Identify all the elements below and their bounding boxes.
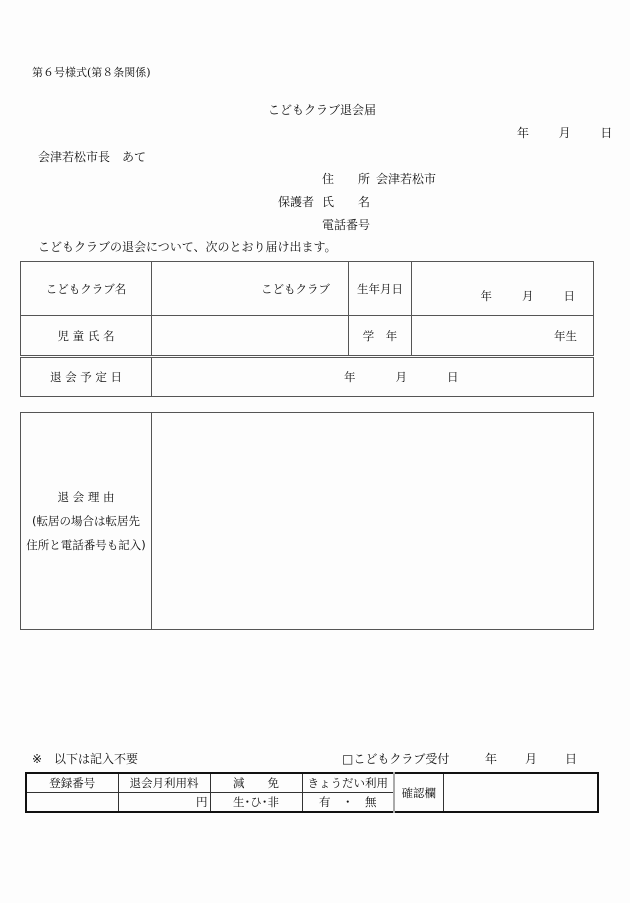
sibling-use-header: きょうだい利用	[302, 773, 394, 793]
child-name-field[interactable]	[152, 316, 349, 356]
intro-text: こどもクラブの退会について、次のとおり届け出ます。	[38, 240, 337, 254]
withdrawal-day: 日	[447, 370, 459, 384]
birthdate-field[interactable]	[412, 262, 594, 316]
withdrawal-date-label: 退 会 予 定 日	[21, 358, 152, 397]
withdrawal-date-field[interactable]	[152, 358, 594, 397]
exemption-field[interactable]: 生･ひ･非	[210, 793, 302, 813]
receipt-day: 日	[565, 752, 578, 766]
birth-month: 月	[522, 288, 534, 303]
birth-year: 年	[480, 288, 492, 303]
withdrawal-date-table	[20, 357, 594, 397]
monthly-fee-header: 退会月利用料	[118, 773, 210, 793]
page-title: こどもクラブ退会届	[268, 103, 377, 117]
form-number: 第６号様式(第８条関係)	[32, 66, 151, 79]
addressee: 会津若松市長 あて	[38, 150, 147, 164]
name-label: 氏 名	[322, 195, 371, 209]
confirmation-field[interactable]	[443, 773, 598, 812]
reason-label-line1: 退 会 理 由	[57, 490, 115, 504]
receipt-year: 年	[485, 752, 498, 766]
withdrawal-year: 年	[344, 370, 356, 384]
address-value[interactable]: 会津若松市	[376, 172, 437, 186]
birthdate-label: 生年月日	[349, 262, 412, 316]
reason-label-line3: 住所と電話番号も記入)	[26, 538, 146, 552]
receipt-date	[485, 750, 577, 767]
date-day: 日	[600, 126, 613, 140]
date-line	[517, 124, 612, 141]
footer-note: ※ 以下は記入不要	[32, 752, 139, 766]
withdrawal-reason-label	[21, 413, 152, 630]
monthly-fee-field[interactable]: 円	[118, 793, 210, 813]
grade-suffix: 年生	[554, 328, 577, 343]
child-info-table	[20, 261, 594, 356]
phone-label: 電話番号	[322, 218, 371, 232]
club-suffix: こどもクラブ	[261, 281, 330, 296]
withdrawal-reason-table	[20, 412, 594, 630]
exemption-header: 減 免	[210, 773, 302, 793]
club-name-label: こどもクラブ名	[21, 262, 152, 316]
registration-number-header: 登録番号	[26, 773, 118, 793]
date-month: 月	[558, 126, 571, 140]
grade-label: 学 年	[349, 316, 412, 356]
office-use-table	[25, 772, 599, 813]
grade-field[interactable]	[412, 316, 594, 356]
address-label: 住 所	[322, 172, 371, 186]
receipt-checkbox[interactable]: □こどもクラブ受付	[342, 752, 450, 766]
confirmation-label: 確認欄	[394, 773, 443, 812]
date-year: 年	[517, 126, 530, 140]
guardian-label: 保護者	[278, 195, 315, 209]
withdrawal-reason-field[interactable]	[152, 413, 594, 630]
child-name-label: 児 童 氏 名	[21, 316, 152, 356]
withdrawal-month: 月	[395, 370, 407, 384]
receipt-month: 月	[525, 752, 538, 766]
birth-day: 日	[563, 288, 575, 303]
reason-label-line2: (転居の場合は転居先	[32, 514, 140, 528]
registration-number-field[interactable]	[26, 793, 118, 813]
sibling-use-field[interactable]: 有 ・ 無	[302, 793, 394, 813]
club-name-field[interactable]	[152, 262, 349, 316]
